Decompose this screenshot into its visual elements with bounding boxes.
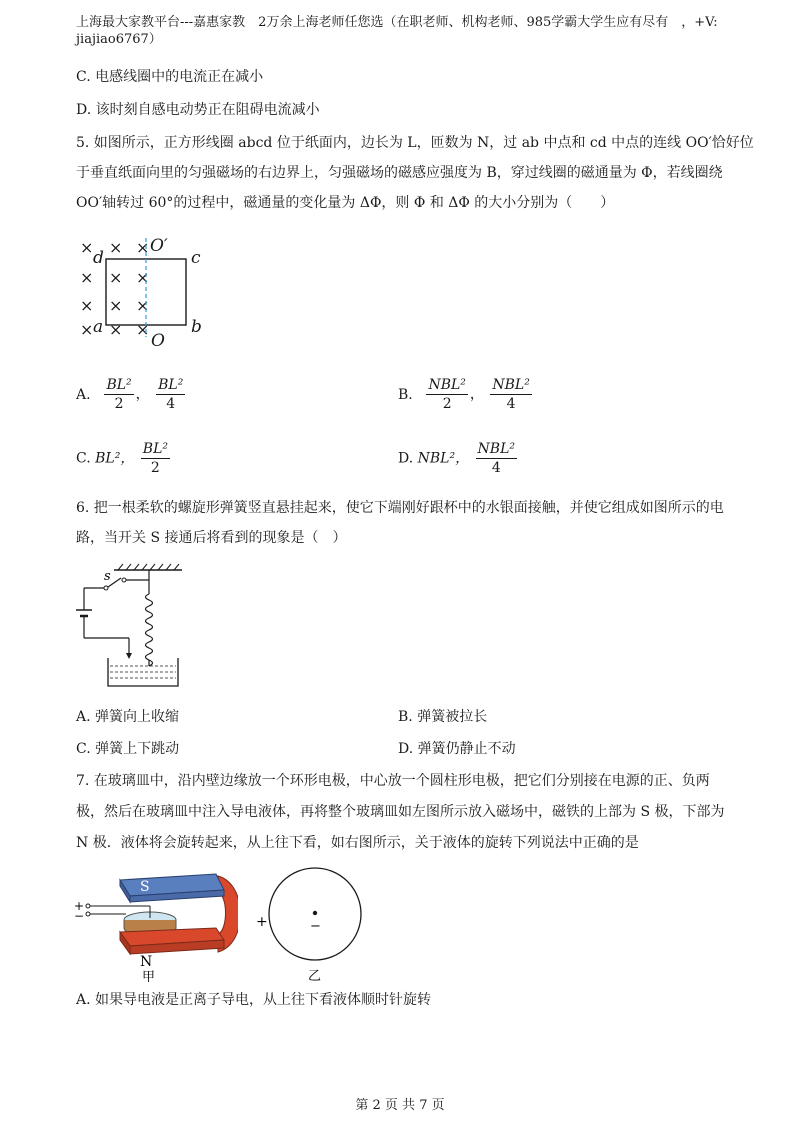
terminal-minus <box>86 912 90 916</box>
cross-mark: × <box>109 268 123 287</box>
cross-mark: × <box>80 296 94 315</box>
cross-mark: × <box>136 320 150 339</box>
magnet-s-label: S <box>140 879 150 895</box>
q7-stem-line-3: N 极．液体将会旋转起来，从上往下看，如右图所示，关于液体的旋转下列说法中正确的是 <box>76 835 639 851</box>
q6-option-c: C. 弹簧上下跳动 <box>76 741 180 757</box>
page-footer: 第 2 页 共 7 页 <box>355 1098 445 1113</box>
center-electrode <box>313 911 317 915</box>
minus-label: − <box>74 909 85 923</box>
q6-stem-line-1: 6. 把一根柔软的螺旋形弹簧竖直悬挂起来，使它下端刚好跟杯中的水银面接触，并使它组成如图所示的电 <box>76 500 724 516</box>
label-b: b <box>191 317 202 337</box>
q6-option-d: D. 弹簧仍静止不动 <box>398 741 516 757</box>
q5-option-b: B. $\frac{\text{NBL²}}{2}$ ， $\frac{\text{NBL²}}{4}$ <box>398 377 530 412</box>
cross-mark: × <box>109 238 123 257</box>
q6-option-b: B. 弹簧被拉长 <box>398 709 488 725</box>
figure-caption-yi: 乙 <box>308 969 322 984</box>
label-o-prime: O′ <box>150 236 168 256</box>
q4-option-c: C. 电感线圈中的电流正在减小 <box>76 69 264 85</box>
cross-mark: × <box>109 320 123 339</box>
cross-mark: × <box>109 296 123 315</box>
q7-option-a: A. 如果导电液是正离子导电，从上往下看液体顺时针旋转 <box>76 992 432 1008</box>
q5-stem-line-2: 于垂直纸面向里的匀强磁场的右边界上，匀强磁场的磁感应强度为 B，穿过线圈的磁通量为 Φ，若线圈绕 <box>76 165 723 181</box>
q5-option-a: A. $\frac{\text{BL²}}{2}$ ， $\frac{\text{BL²}}{4}$ <box>76 377 184 412</box>
q7-stem-line-1: 7. 在玻璃皿中，沿内壁边缘放一个环形电极，中心放一个圆柱形电极，把它们分别接在电源的正、负两 <box>76 773 710 789</box>
label-c: c <box>191 248 201 268</box>
switch-contact <box>122 578 126 582</box>
cross-mark: × <box>136 268 150 287</box>
q7-stem-line-2: 极，然后在玻璃皿中注入导电液体，再将整个玻璃皿如左图所示放入磁场中，磁铁的上部为 S 极，下部为 <box>76 804 725 820</box>
q5-option-d: D. NBL²， $\frac{\text{NBL²}}{4}$ <box>398 441 515 476</box>
center-minus-label: − <box>310 919 321 934</box>
cross-mark: × <box>80 268 94 287</box>
q7-top-view-figure <box>250 866 370 984</box>
cross-mark: × <box>136 296 150 315</box>
mercury-surface <box>110 666 176 678</box>
q5-option-c: C. BL²， $\frac{\text{BL²}}{2}$ <box>76 441 168 476</box>
plus-label: + <box>74 899 85 913</box>
q5-stem-line-1: 5. 如图所示，正方形线圈 abcd 位于纸面内，边长为 L，匝数为 N，过 ab 中点和 cd 中点的连线 OO′恰好位 <box>76 135 754 151</box>
switch-contact <box>104 586 108 590</box>
cross-mark: × <box>80 238 94 257</box>
q7-magnet-figure <box>68 864 238 982</box>
label-d: d <box>93 248 104 268</box>
q6-spring-circuit-figure <box>74 560 186 692</box>
ceiling-hatch <box>118 564 179 570</box>
magnet-n-label: N <box>140 954 153 970</box>
q5-coil-figure <box>76 232 216 350</box>
label-o: O <box>151 331 165 350</box>
label-a: a <box>93 317 104 337</box>
outer-plus-label: + <box>256 914 268 930</box>
figure-caption-jia: 甲 <box>142 970 156 982</box>
q6-option-a: A. 弹簧向上收缩 <box>76 709 180 725</box>
q5-stem-line-3: OO′轴转过 60°的过程中，磁通量的变化量为 ΔΦ，则 Φ 和 ΔΦ 的大小分别为（ ） <box>76 195 615 211</box>
electrode-arrow <box>126 653 132 659</box>
spring-coil <box>146 594 153 666</box>
q6-stem-line-2: 路，当开关 S 接通后将看到的现象是（ ） <box>76 530 347 546</box>
header-line-2: jiajiao6767） <box>76 32 162 47</box>
cross-mark: × <box>80 320 94 339</box>
terminal-plus <box>86 904 90 908</box>
q4-option-d: D. 该时刻自感电动势正在阻碍电流减小 <box>76 102 320 118</box>
cross-mark: × <box>136 238 150 257</box>
switch-label-s: s <box>104 569 111 584</box>
header-line-1: 上海最大家教平台---嘉惠家教 2万余上海老师任您选（在职老师、机构老师、985学霸大学生应有尽有 ，+V: <box>76 15 718 30</box>
